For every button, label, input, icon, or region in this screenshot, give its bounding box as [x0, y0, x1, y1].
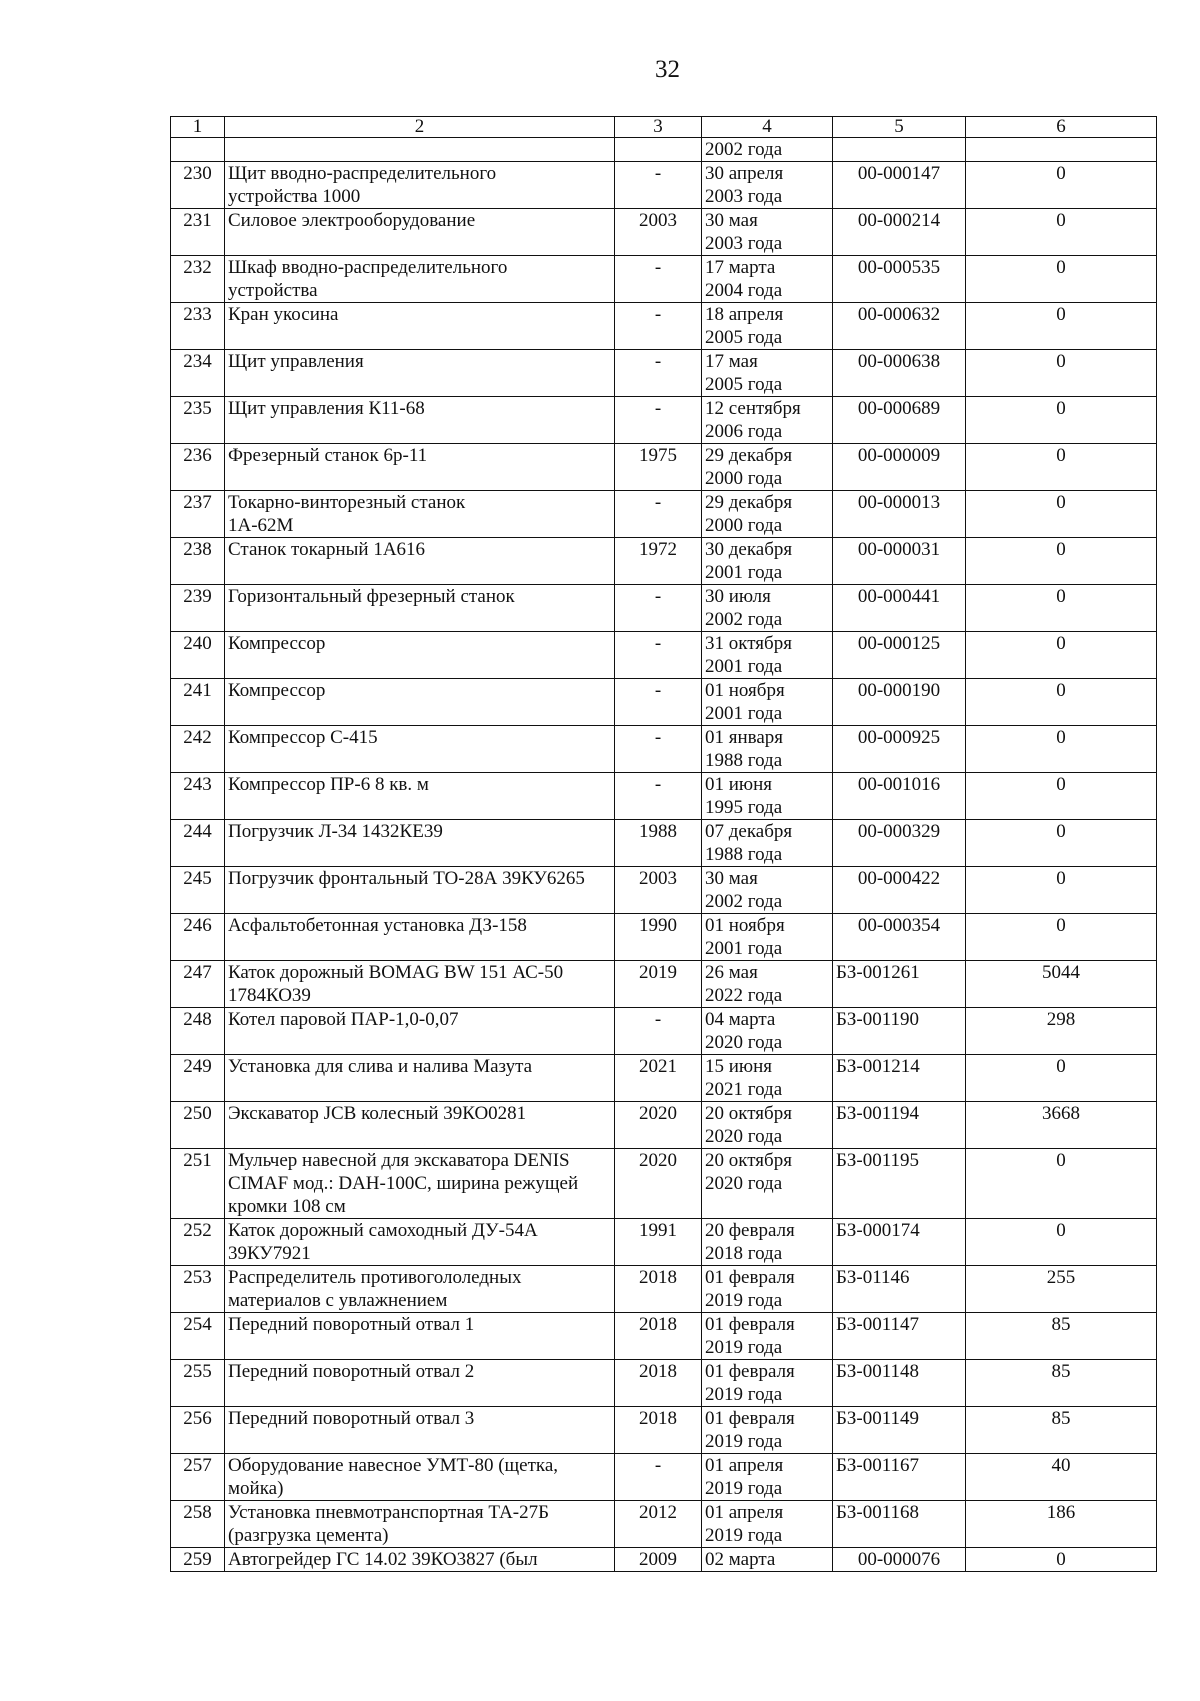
table-body	[171, 138, 1157, 1572]
row-number: 234	[171, 350, 225, 397]
inventory-code: БЗ-001149	[833, 1407, 966, 1454]
inventory-code	[833, 138, 966, 162]
date-cell: 01 февраля 2019 года	[702, 1407, 833, 1454]
value-cell: 0	[966, 491, 1157, 538]
year-cell: -	[615, 679, 702, 726]
value-cell: 3668	[966, 1102, 1157, 1149]
row-number: 256	[171, 1407, 225, 1454]
table-row	[171, 914, 1157, 961]
table-row	[171, 1149, 1157, 1219]
item-name: Погрузчик Л-34 1432КЕ39	[225, 820, 615, 867]
item-name: Станок токарный 1А616	[225, 538, 615, 585]
table-row	[171, 1055, 1157, 1102]
item-name: Компрессор ПР-6 8 кв. м	[225, 773, 615, 820]
inventory-code: 00-000125	[833, 632, 966, 679]
column-header-5: 5	[833, 117, 966, 138]
date-cell: 18 апреля 2005 года	[702, 303, 833, 350]
row-number: 253	[171, 1266, 225, 1313]
date-cell: 30 апреля 2003 года	[702, 162, 833, 209]
inventory-code: 00-000925	[833, 726, 966, 773]
column-header-4: 4	[702, 117, 833, 138]
item-name: Компрессор	[225, 632, 615, 679]
row-number: 254	[171, 1313, 225, 1360]
date-cell: 17 мая 2005 года	[702, 350, 833, 397]
year-cell: 2003	[615, 867, 702, 914]
inventory-code: 00-000329	[833, 820, 966, 867]
year-cell: -	[615, 1008, 702, 1055]
date-cell: 17 марта 2004 года	[702, 256, 833, 303]
year-cell: -	[615, 726, 702, 773]
item-name: Силовое электрооборудование	[225, 209, 615, 256]
year-cell: 1972	[615, 538, 702, 585]
date-cell: 01 июня 1995 года	[702, 773, 833, 820]
value-cell: 0	[966, 867, 1157, 914]
table-row	[171, 162, 1157, 209]
date-cell: 01 ноября 2001 года	[702, 679, 833, 726]
date-cell: 30 июля 2002 года	[702, 585, 833, 632]
item-name: Распределитель противогололедных материалов с увлажнением	[225, 1266, 615, 1313]
year-cell: 1991	[615, 1219, 702, 1266]
row-number: 247	[171, 961, 225, 1008]
column-header-6: 6	[966, 117, 1157, 138]
year-cell: 2009	[615, 1548, 702, 1572]
row-number: 236	[171, 444, 225, 491]
year-cell: 1975	[615, 444, 702, 491]
row-number: 241	[171, 679, 225, 726]
row-number	[171, 138, 225, 162]
row-number: 250	[171, 1102, 225, 1149]
row-number: 243	[171, 773, 225, 820]
item-name: Щит управления	[225, 350, 615, 397]
row-number: 245	[171, 867, 225, 914]
column-header-3: 3	[615, 117, 702, 138]
inventory-code: БЗ-001167	[833, 1454, 966, 1501]
item-name: Фрезерный станок 6р-11	[225, 444, 615, 491]
table-row	[171, 1102, 1157, 1149]
table-row	[171, 961, 1157, 1008]
item-name: Погрузчик фронтальный ТО-28А 39КУ6265	[225, 867, 615, 914]
year-cell: 2020	[615, 1102, 702, 1149]
year-cell: 1988	[615, 820, 702, 867]
item-name: Каток дорожный BOMAG BW 151 АС-50 1784КО39	[225, 961, 615, 1008]
inventory-code: БЗ-001148	[833, 1360, 966, 1407]
date-cell: 01 ноября 2001 года	[702, 914, 833, 961]
value-cell: 186	[966, 1501, 1157, 1548]
value-cell: 0	[966, 773, 1157, 820]
row-number: 244	[171, 820, 225, 867]
value-cell: 0	[966, 1055, 1157, 1102]
inventory-code: 00-000638	[833, 350, 966, 397]
item-name: Компрессор С-415	[225, 726, 615, 773]
value-cell: 0	[966, 585, 1157, 632]
inventory-code: 00-000009	[833, 444, 966, 491]
table-row	[171, 256, 1157, 303]
inventory-code: 00-001016	[833, 773, 966, 820]
date-cell: 04 марта 2020 года	[702, 1008, 833, 1055]
date-cell: 30 мая 2002 года	[702, 867, 833, 914]
item-name: Экскаватор JCB колесный 39КО0281	[225, 1102, 615, 1149]
inventory-code: БЗ-001190	[833, 1008, 966, 1055]
date-cell: 29 декабря 2000 года	[702, 444, 833, 491]
item-name: Шкаф вводно-распределительного устройства	[225, 256, 615, 303]
table-row	[171, 138, 1157, 162]
date-cell: 20 октября 2020 года	[702, 1149, 833, 1219]
item-name: Горизонтальный фрезерный станок	[225, 585, 615, 632]
value-cell: 0	[966, 726, 1157, 773]
inventory-code: 00-000190	[833, 679, 966, 726]
year-cell: 2018	[615, 1407, 702, 1454]
table-row	[171, 538, 1157, 585]
inventory-code: 00-000013	[833, 491, 966, 538]
date-cell: 01 февраля 2019 года	[702, 1313, 833, 1360]
table-row	[171, 491, 1157, 538]
table-row	[171, 1219, 1157, 1266]
row-number: 239	[171, 585, 225, 632]
value-cell: 0	[966, 444, 1157, 491]
item-name: Автогрейдер ГС 14.02 39КО3827 (был	[225, 1548, 615, 1572]
year-cell: 2018	[615, 1360, 702, 1407]
year-cell: -	[615, 773, 702, 820]
item-name: Оборудование навесное УМТ-80 (щетка, мойка)	[225, 1454, 615, 1501]
date-cell: 01 апреля 2019 года	[702, 1501, 833, 1548]
date-cell: 15 июня 2021 года	[702, 1055, 833, 1102]
inventory-code: 00-000535	[833, 256, 966, 303]
value-cell: 0	[966, 632, 1157, 679]
row-number: 246	[171, 914, 225, 961]
date-cell: 31 октября 2001 года	[702, 632, 833, 679]
row-number: 240	[171, 632, 225, 679]
column-header-1: 1	[171, 117, 225, 138]
year-cell: -	[615, 303, 702, 350]
column-header-2: 2	[225, 117, 615, 138]
inventory-code: 00-000031	[833, 538, 966, 585]
table-row	[171, 1454, 1157, 1501]
year-cell	[615, 138, 702, 162]
item-name: Мульчер навесной для экскаватора DENIS CIMAF мод.: DAH-100C, ширина режущей кромки 108 см	[225, 1149, 615, 1219]
item-name: Передний поворотный отвал 3	[225, 1407, 615, 1454]
value-cell: 5044	[966, 961, 1157, 1008]
inventory-code: 00-000689	[833, 397, 966, 444]
value-cell: 298	[966, 1008, 1157, 1055]
inventory-code: 00-000632	[833, 303, 966, 350]
table-row	[171, 303, 1157, 350]
year-cell: 2020	[615, 1149, 702, 1219]
date-cell: 07 декабря 1988 года	[702, 820, 833, 867]
value-cell: 0	[966, 679, 1157, 726]
year-cell: -	[615, 397, 702, 444]
inventory-code: БЗ-001168	[833, 1501, 966, 1548]
row-number: 258	[171, 1501, 225, 1548]
date-cell: 29 декабря 2000 года	[702, 491, 833, 538]
row-number: 257	[171, 1454, 225, 1501]
inventory-code: БЗ-001214	[833, 1055, 966, 1102]
table-row	[171, 820, 1157, 867]
year-cell: -	[615, 256, 702, 303]
row-number: 238	[171, 538, 225, 585]
value-cell: 0	[966, 538, 1157, 585]
inventory-code: БЗ-000174	[833, 1219, 966, 1266]
table-row	[171, 1360, 1157, 1407]
date-cell: 26 мая 2022 года	[702, 961, 833, 1008]
table-row	[171, 773, 1157, 820]
item-name: Токарно-винторезный станок 1А-62М	[225, 491, 615, 538]
year-cell: 2003	[615, 209, 702, 256]
item-name: Асфальтобетонная установка ДЗ-158	[225, 914, 615, 961]
row-number: 248	[171, 1008, 225, 1055]
row-number: 249	[171, 1055, 225, 1102]
inventory-code: БЗ-001194	[833, 1102, 966, 1149]
table-row	[171, 585, 1157, 632]
inventory-code: БЗ-001195	[833, 1149, 966, 1219]
year-cell: -	[615, 350, 702, 397]
item-name: Кран укосина	[225, 303, 615, 350]
inventory-code: 00-000214	[833, 209, 966, 256]
row-number: 230	[171, 162, 225, 209]
date-cell: 30 декабря 2001 года	[702, 538, 833, 585]
year-cell: -	[615, 585, 702, 632]
value-cell: 0	[966, 820, 1157, 867]
row-number: 237	[171, 491, 225, 538]
table-row	[171, 1313, 1157, 1360]
value-cell: 0	[966, 162, 1157, 209]
value-cell: 0	[966, 914, 1157, 961]
item-name: Установка пневмотранспортная ТА-27Б (разгрузка цемента)	[225, 1501, 615, 1548]
year-cell: 2021	[615, 1055, 702, 1102]
value-cell: 0	[966, 1548, 1157, 1572]
year-cell: -	[615, 491, 702, 538]
item-name: Каток дорожный самоходный ДУ-54А 39КУ7921	[225, 1219, 615, 1266]
inventory-code: БЗ-01146	[833, 1266, 966, 1313]
page-number: 32	[655, 56, 680, 83]
inventory-code: 00-000422	[833, 867, 966, 914]
date-cell: 01 февраля 2019 года	[702, 1360, 833, 1407]
year-cell: 2018	[615, 1313, 702, 1360]
date-cell: 02 марта	[702, 1548, 833, 1572]
date-cell: 20 октября 2020 года	[702, 1102, 833, 1149]
table-row	[171, 679, 1157, 726]
inventory-code: 00-000441	[833, 585, 966, 632]
row-number: 242	[171, 726, 225, 773]
year-cell: 2018	[615, 1266, 702, 1313]
date-cell: 01 февраля 2019 года	[702, 1266, 833, 1313]
value-cell: 85	[966, 1313, 1157, 1360]
value-cell: 255	[966, 1266, 1157, 1313]
year-cell: 1990	[615, 914, 702, 961]
year-cell: -	[615, 162, 702, 209]
table-row	[171, 350, 1157, 397]
value-cell: 0	[966, 397, 1157, 444]
row-number: 233	[171, 303, 225, 350]
item-name: Передний поворотный отвал 2	[225, 1360, 615, 1407]
table-row	[171, 867, 1157, 914]
item-name: Компрессор	[225, 679, 615, 726]
row-number: 252	[171, 1219, 225, 1266]
item-name: Щит вводно-распределительного устройства 1000	[225, 162, 615, 209]
table-row	[171, 632, 1157, 679]
item-name	[225, 138, 615, 162]
row-number: 259	[171, 1548, 225, 1572]
year-cell: 2012	[615, 1501, 702, 1548]
value-cell: 0	[966, 256, 1157, 303]
inventory-code: БЗ-001147	[833, 1313, 966, 1360]
item-name: Установка для слива и налива Мазута	[225, 1055, 615, 1102]
table-row	[171, 726, 1157, 773]
inventory-code: 00-000147	[833, 162, 966, 209]
value-cell	[966, 138, 1157, 162]
item-name: Щит управления К11-68	[225, 397, 615, 444]
date-cell: 20 февраля 2018 года	[702, 1219, 833, 1266]
value-cell: 0	[966, 209, 1157, 256]
row-number: 231	[171, 209, 225, 256]
table-row	[171, 1407, 1157, 1454]
table-row	[171, 397, 1157, 444]
date-cell: 12 сентября 2006 года	[702, 397, 833, 444]
table-row	[171, 1548, 1157, 1572]
value-cell: 0	[966, 350, 1157, 397]
value-cell: 0	[966, 1149, 1157, 1219]
row-number: 255	[171, 1360, 225, 1407]
table-header	[171, 117, 1157, 138]
date-cell: 01 января 1988 года	[702, 726, 833, 773]
row-number: 232	[171, 256, 225, 303]
row-number: 235	[171, 397, 225, 444]
date-cell: 01 апреля 2019 года	[702, 1454, 833, 1501]
date-cell: 30 мая 2003 года	[702, 209, 833, 256]
table-row	[171, 1008, 1157, 1055]
year-cell: -	[615, 632, 702, 679]
year-cell: -	[615, 1454, 702, 1501]
table-row	[171, 209, 1157, 256]
table-row	[171, 1501, 1157, 1548]
inventory-code: 00-000076	[833, 1548, 966, 1572]
value-cell: 40	[966, 1454, 1157, 1501]
table-row	[171, 1266, 1157, 1313]
item-name: Котел паровой ПАР-1,0-0,07	[225, 1008, 615, 1055]
inventory-code: 00-000354	[833, 914, 966, 961]
value-cell: 85	[966, 1360, 1157, 1407]
inventory-table	[170, 116, 1157, 1572]
item-name: Передний поворотный отвал 1	[225, 1313, 615, 1360]
value-cell: 0	[966, 1219, 1157, 1266]
row-number: 251	[171, 1149, 225, 1219]
table-row	[171, 444, 1157, 491]
value-cell: 85	[966, 1407, 1157, 1454]
inventory-code: БЗ-001261	[833, 961, 966, 1008]
date-cell: 2002 года	[702, 138, 833, 162]
value-cell: 0	[966, 303, 1157, 350]
year-cell: 2019	[615, 961, 702, 1008]
